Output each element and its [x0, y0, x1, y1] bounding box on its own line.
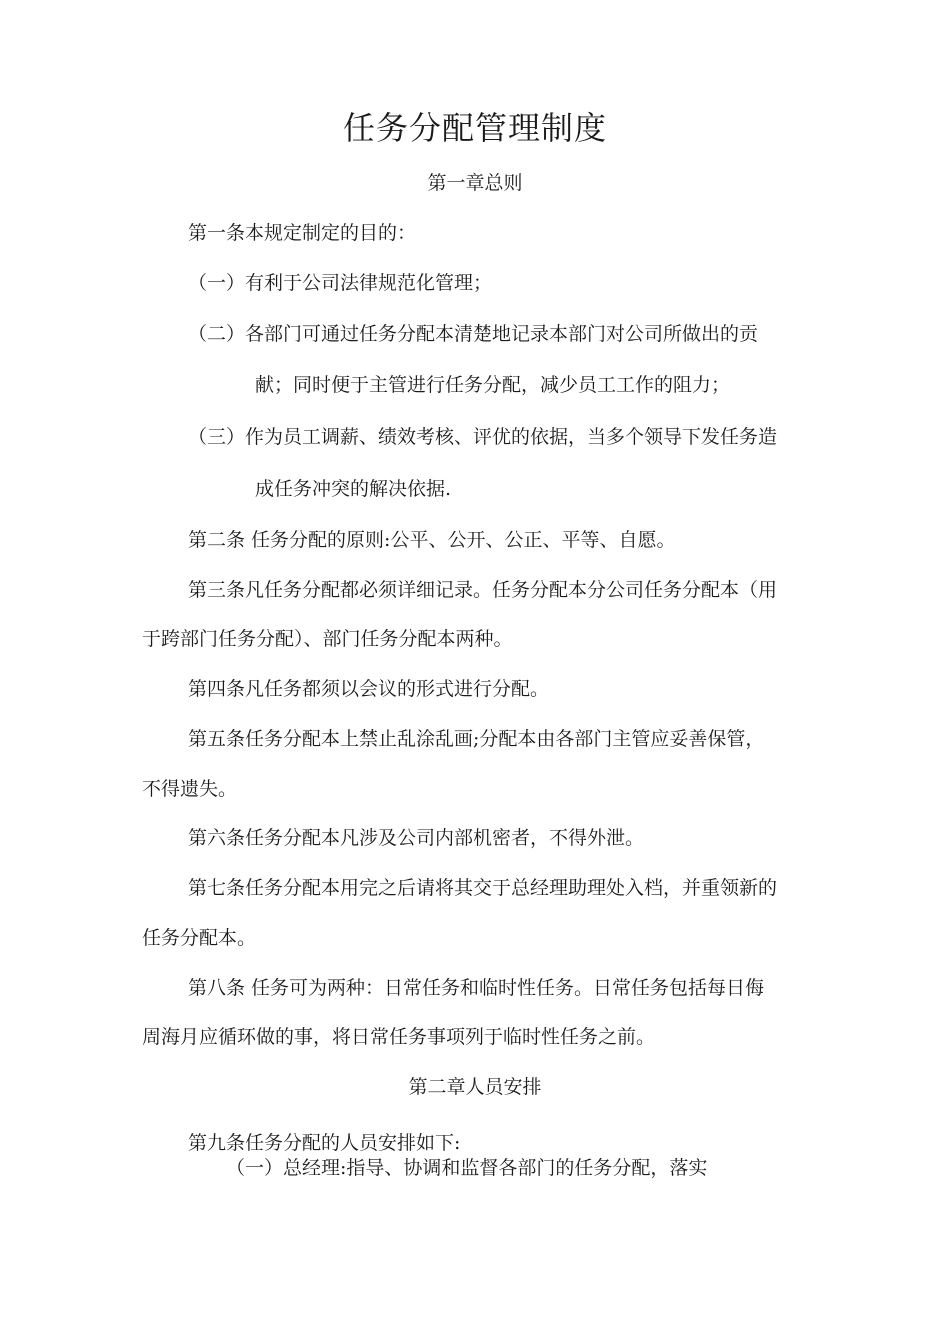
article-9-item-1: （一）总经理:指导、协调和监督各部门的任务分配，落实	[226, 1157, 708, 1179]
article-3-line-2: 于跨部门任务分配）、部门任务分配本两种。	[142, 628, 513, 650]
article-3-line-1: 第三条凡任务分配都必须详细记录。任务分配本分公司任务分配本（用	[188, 579, 778, 601]
article-1-item-2-line-2: 献；同时便于主管进行任务分配，减少员工工作的阻力；	[255, 374, 731, 396]
article-1-item-3-line-1: （三）作为员工调薪、绩效考核、评优的依据，当多个领导下发任务造	[188, 426, 778, 448]
chapter-heading-2: 第二章人员安排	[408, 1076, 542, 1098]
article-4: 第四条凡任务都须以会议的形式进行分配。	[188, 678, 550, 700]
chapter-heading-1: 第一章总则	[427, 172, 523, 194]
article-7-line-1: 第七条任务分配本用完之后请将其交于总经理助理处入档，并重领新的	[188, 877, 778, 899]
article-1-item-3-line-2: 成任务冲突的解决依据.	[255, 478, 452, 500]
article-6: 第六条任务分配本凡涉及公司内部机密者，不得外泄。	[188, 827, 645, 849]
article-1-heading: 第一条本规定制定的目的：	[188, 222, 417, 244]
article-1-item-2-line-1: （二）各部门可通过任务分配本清楚地记录本部门对公司所做出的贡	[188, 323, 759, 345]
document-title: 任务分配管理制度	[342, 109, 607, 147]
article-8-line-1: 第八条 任务可为两种：日常任务和临时性任务。日常任务包括每日侮	[188, 977, 765, 999]
article-5-line-1: 第五条任务分配本上禁止乱涂乱画;分配本由各部门主管应妥善保管，	[188, 728, 765, 750]
article-7-line-2: 任务分配本。	[142, 927, 257, 949]
article-2: 第二条 任务分配的原则:公平、公开、公正、平等、自愿。	[188, 529, 676, 551]
article-1-item-1: （一）有利于公司法律规范化管理；	[188, 272, 493, 294]
article-5-line-2: 不得遗失。	[142, 778, 238, 800]
article-9-heading: 第九条任务分配的人员安排如下:	[188, 1132, 461, 1154]
article-8-line-2: 周海月应循环做的事，将日常任务事项列于临时性任务之前。	[142, 1026, 656, 1048]
